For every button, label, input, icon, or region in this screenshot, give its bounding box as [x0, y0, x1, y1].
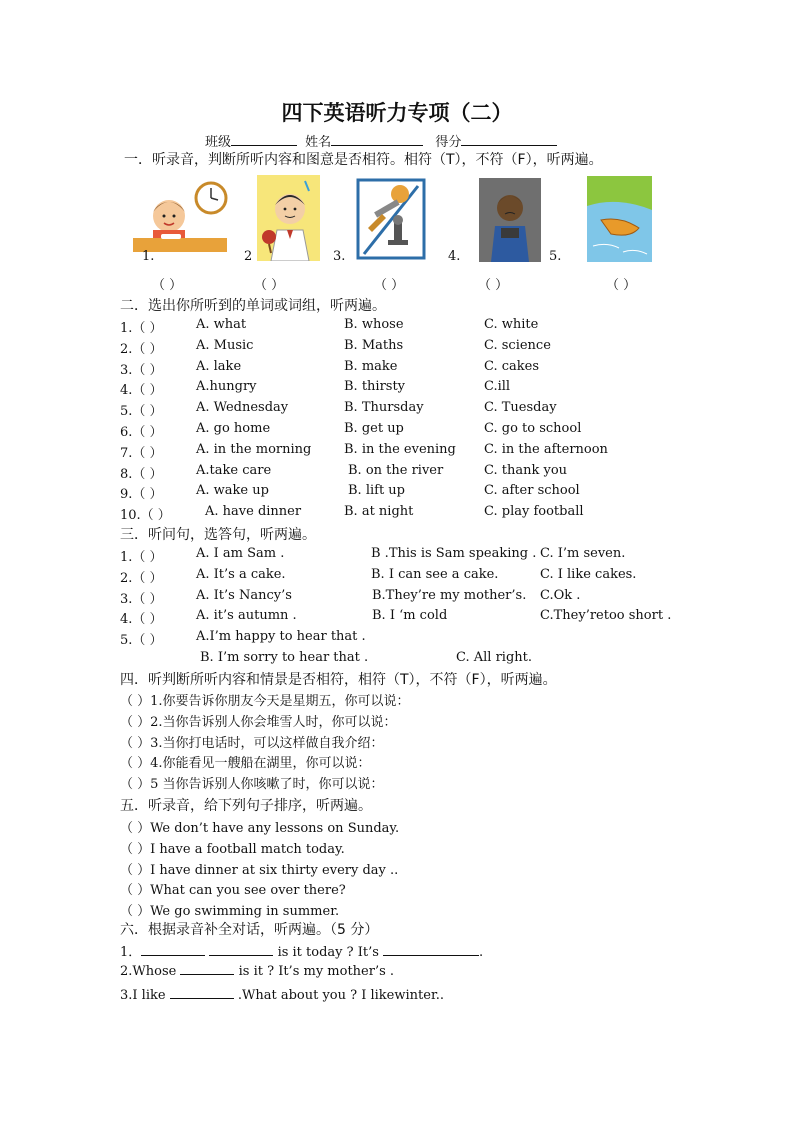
ordering-item[interactable]: （ ）I have a football match today. — [120, 841, 345, 857]
option-a: A. Music — [196, 337, 254, 353]
option-b: B. I ‘m cold — [372, 608, 448, 624]
question-number[interactable]: 4.（ ） — [120, 612, 163, 628]
option-b: B. Maths — [344, 337, 404, 353]
option-c: C.They’retoo short . — [540, 608, 672, 624]
question-number[interactable]: 10.（ ） — [120, 508, 171, 524]
class-label: 班级 — [205, 135, 232, 150]
line-text: is it today ? It’s — [277, 945, 379, 960]
answer-blank[interactable] — [209, 943, 273, 956]
option-c: C. in the afternoon — [484, 441, 608, 457]
question-number[interactable]: 5.（ ） — [120, 633, 163, 649]
ordering-item[interactable]: （ ）I have dinner at six thirty every day .. — [120, 862, 399, 878]
option-c: C. I like cakes. — [540, 566, 637, 582]
option-c: C. cakes — [484, 358, 540, 374]
option-c: C.ill — [484, 379, 511, 395]
option-a: A. wake up — [196, 483, 269, 499]
option-b: B.They’re my mother’s. — [372, 587, 527, 603]
line-text: .What about you ? I likewinter.. — [237, 988, 445, 1003]
dialogue-line-3 — [120, 986, 444, 1003]
section-5-heading: 五．听录音，给下列句子排序，听两遍。 — [120, 798, 372, 814]
name-blank[interactable] — [331, 133, 423, 146]
option-a: A. go home — [196, 421, 271, 436]
option-b: B. get up — [344, 421, 404, 436]
sad-boy-icon — [479, 178, 541, 262]
picture-number: 3. — [333, 249, 346, 264]
answer-blank[interactable] — [180, 962, 234, 975]
section-6-heading: 六．根据录音补全对话，听两遍。（5 分） — [120, 922, 379, 938]
section-4-heading: 四．听判断所听内容和情景是否相符，相符（T），不符（F），听两遍。 — [120, 672, 557, 688]
picture-number: 5. — [549, 249, 562, 264]
question-number[interactable]: 3.（ ） — [120, 591, 163, 607]
question-number[interactable]: 3.（ ） — [120, 362, 163, 378]
ordering-item[interactable]: （ ）What can you see over there? — [120, 883, 346, 899]
ordering-item[interactable]: （ ）We don’t have any lessons on Sunday. — [120, 821, 400, 836]
answer-slot[interactable]: （ ） — [152, 278, 183, 293]
option-b: B. thirsty — [344, 379, 406, 395]
judgement-item[interactable]: （ ）4.你能看见一艘船在湖里，你可以说： — [120, 756, 371, 772]
page-title: 四下英语听力专项（二） — [281, 101, 513, 125]
judgement-item[interactable]: （ ）2.当你告诉别人你会堆雪人时，你可以说： — [120, 714, 397, 730]
option-c: C. go to school — [484, 421, 582, 436]
question-number[interactable]: 4.（ ） — [120, 383, 163, 399]
option-c: C. All right. — [456, 650, 533, 665]
option-c: C.Ok . — [540, 587, 581, 603]
picture-number: 2 — [244, 249, 253, 264]
option-c: C. I’m seven. — [540, 546, 626, 561]
answer-blank[interactable] — [141, 943, 205, 956]
option-b: B. at night — [344, 504, 414, 520]
option-a: A. have dinner — [205, 504, 302, 520]
boy-eating-clock-icon — [131, 178, 229, 258]
judgement-item[interactable]: （ ）1.你要告诉你朋友今天是星期五，你可以说： — [120, 694, 410, 709]
student-info-line — [205, 131, 557, 150]
option-b: B. Thursday — [344, 400, 424, 416]
question-number[interactable]: 5.（ ） — [120, 404, 163, 420]
option-a: A. lake — [196, 358, 242, 374]
boat-on-lake-icon — [587, 176, 652, 262]
option-b: B. I can see a cake. — [371, 566, 499, 582]
class-blank[interactable] — [231, 133, 297, 146]
line-text: 2.Whose — [120, 964, 177, 979]
option-a: A. I am Sam . — [196, 546, 285, 561]
option-a: A. Wednesday — [196, 400, 289, 416]
answer-blank[interactable] — [170, 986, 234, 999]
option-a: A. in the morning — [196, 441, 312, 457]
section-3-heading: 三．听问句，选答句，听两遍。 — [120, 527, 316, 543]
option-b: B. in the evening — [344, 441, 456, 457]
line-text: is it ? It’s my mother’s . — [238, 964, 395, 979]
line-text: 3.I like — [120, 988, 166, 1003]
dialogue-line-2 — [120, 962, 394, 979]
option-a: A.take care — [196, 462, 272, 478]
option-a: A. what — [196, 317, 247, 332]
section-1-heading: 一．听录音，判断所听内容和图意是否相符。相符（T），不符（F），听两遍。 — [124, 152, 603, 168]
option-a: A. It’s a cake. — [196, 566, 286, 582]
option-a: A.hungry — [196, 379, 257, 395]
option-b: B. whose — [344, 317, 404, 332]
line-number: 1． — [120, 945, 142, 960]
name-label: 姓名 — [305, 135, 332, 150]
score-blank[interactable] — [461, 133, 557, 146]
score-label: 得分 — [435, 135, 462, 150]
option-c: C. white — [484, 317, 539, 332]
answer-slot[interactable]: （ ） — [254, 278, 285, 293]
question-number[interactable]: 1.（ ） — [120, 321, 163, 336]
option-b: B. make — [344, 358, 398, 374]
judgement-item[interactable]: （ ）3.当你打电话时，可以这样做自我介绍： — [120, 735, 384, 751]
option-c: C. Tuesday — [484, 400, 557, 416]
option-c: C. science — [484, 337, 551, 353]
option-b: B. lift up — [348, 483, 405, 499]
section-2-heading: 二．选出你所听到的单词或词组，听两遍。 — [120, 298, 386, 314]
picture-number: 4. — [448, 249, 461, 264]
option-a: A. it’s autumn . — [196, 608, 297, 624]
judgement-item[interactable]: （ ）5 当你告诉别人你咳嗽了时，你可以说： — [120, 777, 384, 793]
picture-number: 1. — [142, 249, 155, 264]
question-number[interactable]: 8.（ ） — [120, 466, 163, 482]
question-number[interactable]: 9.（ ） — [120, 487, 163, 503]
question-number[interactable]: 6.（ ） — [120, 425, 163, 440]
no-tools-sign-icon — [356, 178, 426, 260]
question-number[interactable]: 2.（ ） — [120, 570, 163, 586]
option-c: C. play football — [484, 504, 584, 520]
question-number[interactable]: 1.（ ） — [120, 550, 163, 565]
answer-slot[interactable]: （ ） — [374, 278, 405, 293]
option-c: C. after school — [484, 483, 580, 499]
option-a: A. It’s Nancy’s — [196, 587, 292, 603]
option-b: B. I’m sorry to hear that . — [200, 650, 369, 665]
question-number[interactable]: 2.（ ） — [120, 341, 163, 357]
option-b: B .This is Sam speaking . — [371, 546, 537, 561]
answer-slot[interactable]: （ ） — [478, 278, 509, 293]
option-b: B. on the river — [348, 462, 444, 478]
option-a: A.I’m happy to hear that . — [196, 629, 366, 645]
option-c: C. thank you — [484, 462, 568, 478]
answer-blank[interactable] — [383, 943, 479, 956]
question-number[interactable]: 7.（ ） — [120, 445, 163, 461]
line-end: . — [479, 945, 484, 960]
ordering-item[interactable]: （ ）We go swimming in summer. — [120, 904, 340, 920]
dialogue-line-1 — [120, 941, 483, 960]
boy-ping-pong-icon — [257, 175, 320, 261]
answer-slot[interactable]: （ ） — [606, 278, 637, 293]
